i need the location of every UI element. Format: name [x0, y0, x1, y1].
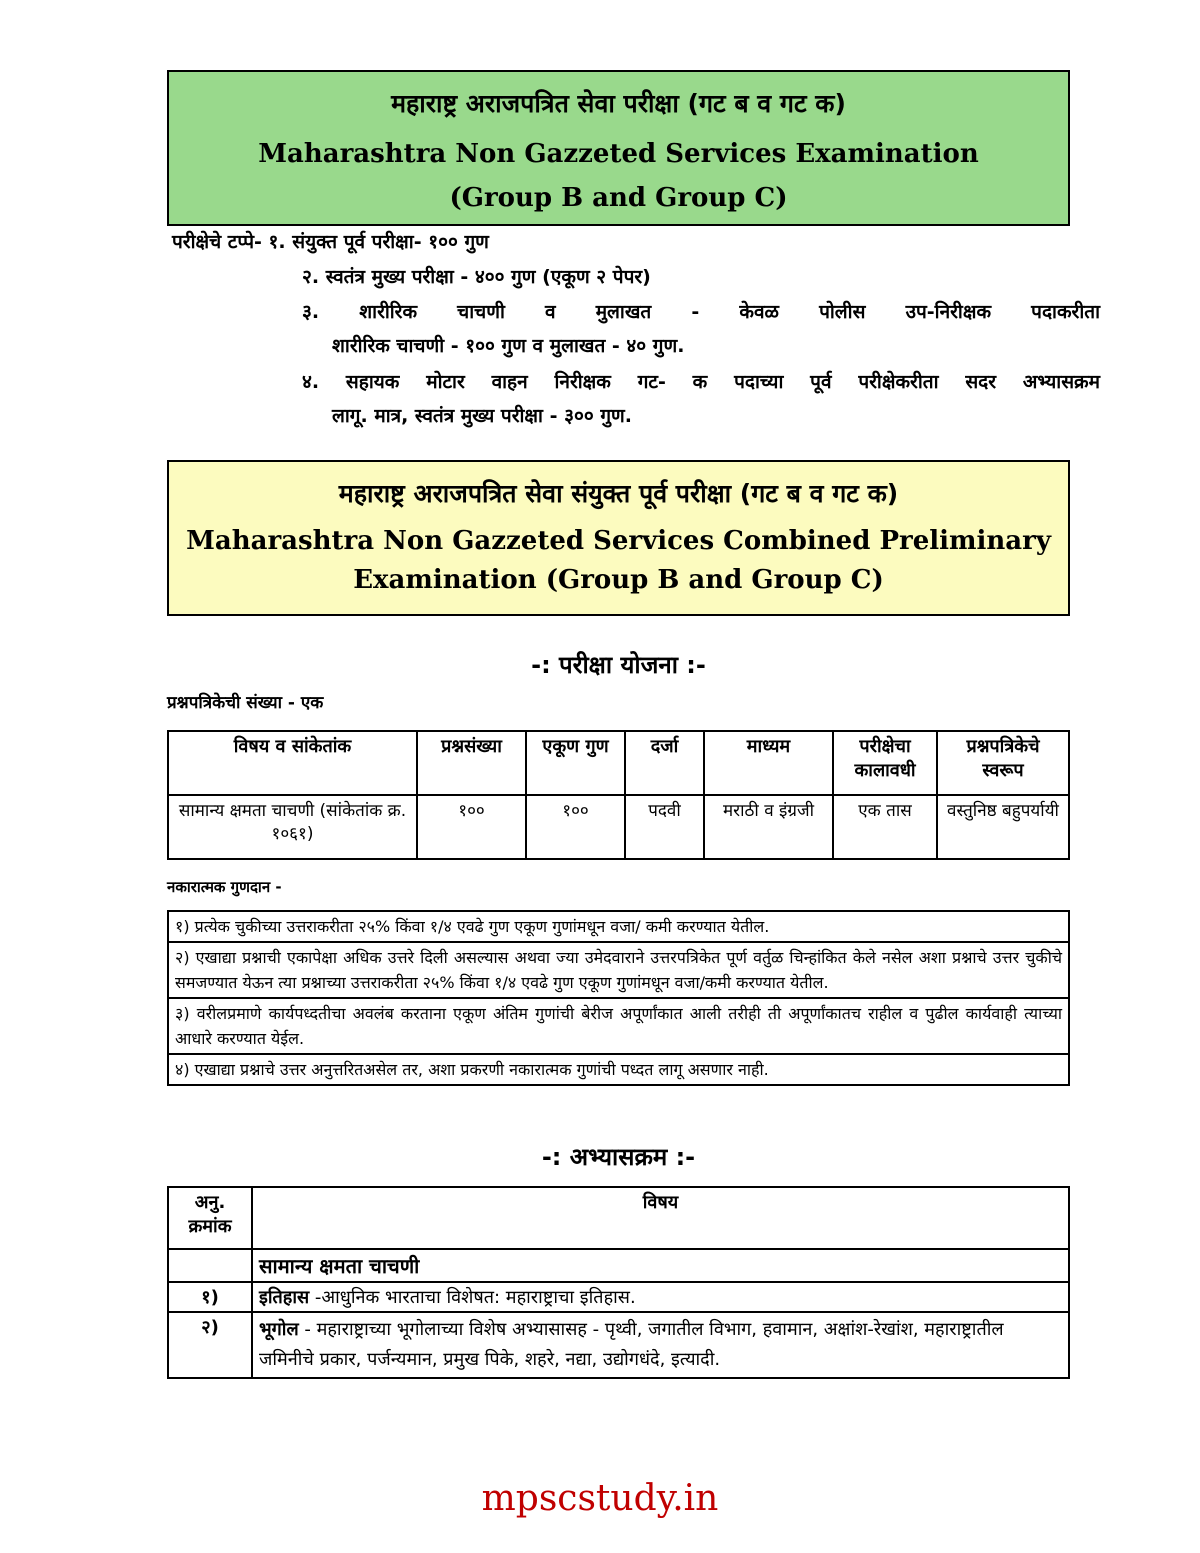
syllabus-table — [167, 1186, 1070, 1379]
header-medium: माध्यम — [704, 731, 833, 795]
syllabus-section-title: सामान्य क्षमता चाचणी — [252, 1249, 1069, 1282]
negative-rule-4: ४) एखाद्या प्रश्नाचे उत्तर अनुत्तरितअसेल तर, अशा प्रकरणी नकारात्मक गुणांची पध्दत लागू असणार नाही. — [175, 1060, 769, 1079]
exam-title-box — [167, 70, 1070, 226]
table-row — [168, 1312, 1069, 1378]
topic-title: इतिहास — [259, 1287, 310, 1308]
row-number: २) — [168, 1312, 252, 1378]
header-topic: विषय — [252, 1187, 1069, 1249]
cell-medium: मराठी व इंग्रजी — [704, 795, 833, 859]
header-standard: दर्जा — [625, 731, 704, 795]
negative-rule-1: १) प्रत्येक चुकीच्या उत्तराकरीता २५% किंवा १/४ एवढे गुण एकूण गुणांमधून वजा/ कमी करण्यात येतील. — [169, 912, 1068, 943]
topic-title: भूगोल — [259, 1319, 299, 1340]
syllabus-topic — [252, 1282, 1069, 1312]
negative-marking-label: नकारात्मक गुणदान - — [167, 878, 282, 896]
papers-count-label: प्रश्नपत्रिकेची संख्या - एक — [167, 693, 324, 713]
exam-title-english-1: Maharashtra Non Gazzeted Services Examination — [258, 139, 979, 169]
cell-paper-type: वस्तुनिष्ठ बहुपर्यायी — [937, 795, 1069, 859]
cell-duration: एक तास — [833, 795, 937, 859]
prelim-title-box — [167, 460, 1070, 616]
site-watermark: mpscstudy.in — [481, 1478, 719, 1519]
topic-text: - महाराष्ट्राच्या भूगोलाच्या विशेष अभ्यासासह - पृथ्वी, जगातील विभाग, हवामान, अक्षांश-रेखांश, महाराष्ट्रातील जमिनीचे प्रकार, पर्जन्यमान, प्रमुख पिके, शहरे, नद्या, उद्योगधंदे, इत्यादी. — [259, 1319, 1004, 1370]
scheme-heading: -: परीक्षा योजना :- — [531, 651, 706, 679]
stage-3-line2: शारीरिक चाचणी - १०० गुण व मुलाखत - ४० गुण. — [332, 335, 685, 357]
scheme-table — [167, 730, 1070, 860]
stage-4-line1: ४. सहायक मोटार वाहन निरीक्षक गट- क पदाच्या पूर्व परीक्षेकरीता सदर अभ्यासक्रम — [302, 371, 1100, 393]
empty-cell — [168, 1249, 252, 1282]
syllabus-topic — [252, 1312, 1069, 1378]
topic-text: -आधुनिक भारताचा विशेषत: महाराष्ट्राचा इतिहास. — [309, 1287, 636, 1308]
exam-title-english-2: (Group B and Group C) — [449, 183, 788, 213]
table-row — [168, 1282, 1069, 1312]
cell-marks: १०० — [526, 795, 625, 859]
negative-rule-3: ३) वरीलप्रमाणे कार्यपध्दतीचा अवलंब करताना एकूण अंतिम गुणांची बेरीज अपूर्णांकात आली तरीही ती अपूर्णांकातच राहील व पुढील कार्यवाही त्याच्या आधारे करण्यात येईल. — [169, 999, 1068, 1055]
header-paper-type: प्रश्नपत्रिकेचे स्वरूप — [937, 731, 1069, 795]
scheme-header-row — [168, 731, 1069, 795]
prelim-title-marathi: महाराष्ट्र अराजपत्रित सेवा संयुक्त पूर्व परीक्षा (गट ब व गट क) — [338, 479, 899, 508]
header-subject-code: विषय व सांकेतांक — [168, 731, 417, 795]
negative-marking-rules — [167, 910, 1070, 1086]
stage-2: २. स्वतंत्र मुख्य परीक्षा - ४०० गुण (एकूण २ पेपर) — [302, 266, 651, 288]
cell-subject: सामान्य क्षमता चाचणी (सांकेतांक क्र. १०६१) — [168, 795, 417, 859]
prelim-title-english-2: Examination (Group B and Group C) — [353, 565, 884, 595]
header-question-count: प्रश्नसंख्या — [417, 731, 526, 795]
header-total-marks: एकूण गुण — [526, 731, 625, 795]
syllabus-heading: -: अभ्यासक्रम :- — [541, 1143, 696, 1171]
syllabus-section-row — [168, 1249, 1069, 1282]
row-number: १) — [168, 1282, 252, 1312]
stage-3-line1: ३. शारीरिक चाचणी व मुलाखत - केवळ पोलीस उप-निरीक्षक पदाकरीता — [302, 301, 1100, 323]
syllabus-header-row — [168, 1187, 1069, 1249]
cell-questions: १०० — [417, 795, 526, 859]
negative-rule-2: २) एखाद्या प्रश्नाची एकापेक्षा अधिक उत्तरे दिली असल्यास अथवा ज्या उमेदवाराने उत्तरपत्रिकेत पूर्ण वर्तुळ चिन्हांकित केले नसेल अशा प्रश्नाचे उत्तर चुकीचे समजण्यात येऊन त्या प्रश्नाच्या उत्तराकरीता २५% किंवा १/४ एवढे गुण एकूण गुणांमधून वजा/कमी करण्यात येतील. — [169, 943, 1068, 999]
stage-1: परीक्षेचे टप्पे- १. संयुक्त पूर्व परीक्षा- १०० गुण — [172, 231, 489, 253]
cell-standard: पदवी — [625, 795, 704, 859]
header-serial-no: अनु. क्रमांक — [168, 1187, 252, 1249]
header-duration: परीक्षेचा कालावधी — [833, 731, 937, 795]
stage-4-line2: लागू. मात्र, स्वतंत्र मुख्य परीक्षा - ३०० गुण. — [332, 405, 632, 427]
table-row — [168, 795, 1069, 859]
exam-title-marathi: महाराष्ट्र अराजपत्रित सेवा परीक्षा (गट ब व गट क) — [391, 89, 846, 118]
prelim-title-english-1: Maharashtra Non Gazzeted Services Combined Preliminary — [186, 526, 1051, 556]
